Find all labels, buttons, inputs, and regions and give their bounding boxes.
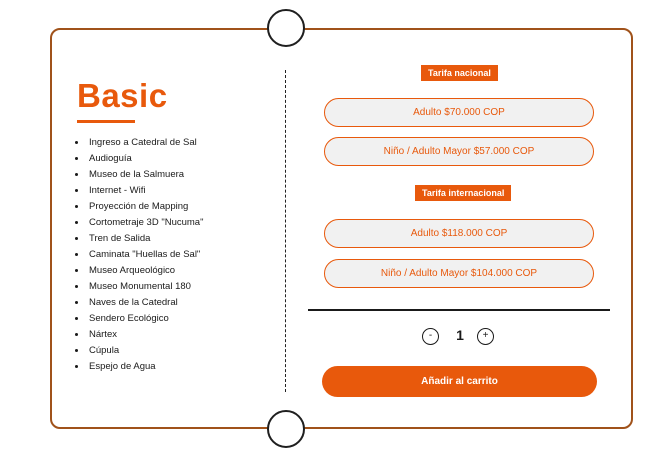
international-child-senior-price-option[interactable]: Niño / Adulto Mayor $104.000 COP [324, 259, 594, 288]
feature-item: • Sendero Ecológico [87, 311, 203, 327]
feature-item: • Museo de la Salmuera [87, 167, 203, 183]
national-adult-price-option[interactable]: Adulto $70.000 COP [324, 98, 594, 127]
feature-item: • Internet - Wifi [87, 183, 203, 199]
national-rate-label: Tarifa nacional [421, 65, 498, 81]
international-adult-price-option[interactable]: Adulto $118.000 COP [324, 219, 594, 248]
dashed-divider [285, 70, 286, 392]
feature-item: • Museo Monumental 180 [87, 279, 203, 295]
decrease-quantity-button[interactable]: - [422, 328, 439, 345]
feature-item: • Cúpula [87, 343, 203, 359]
ticket-notch-top [267, 9, 305, 47]
feature-item: • Audioguía [87, 151, 203, 167]
section-separator [308, 309, 610, 311]
national-child-senior-price-option[interactable]: Niño / Adulto Mayor $57.000 COP [324, 137, 594, 166]
feature-item: • Museo Arqueológico [87, 263, 203, 279]
feature-list [72, 135, 203, 375]
feature-item: • Espejo de Agua [87, 359, 203, 375]
quantity-value: 1 [456, 327, 464, 343]
feature-item: • Nártex [87, 327, 203, 343]
feature-item: • Ingreso a Catedral de Sal [87, 135, 203, 151]
feature-item: • Tren de Salida [87, 231, 203, 247]
title-underline [77, 120, 135, 123]
international-rate-label: Tarifa internacional [415, 185, 511, 201]
increase-quantity-button[interactable]: + [477, 328, 494, 345]
feature-item: • Cortometraje 3D "Nucuma" [87, 215, 203, 231]
package-title: Basic [77, 77, 168, 114]
feature-item: • Proyección de Mapping [87, 199, 203, 215]
feature-item: • Caminata "Huellas de Sal" [87, 247, 203, 263]
add-to-cart-button[interactable]: Añadir al carrito [322, 366, 597, 397]
ticket-card [50, 28, 633, 429]
ticket-notch-bottom [267, 410, 305, 448]
feature-item: • Naves de la Catedral [87, 295, 203, 311]
